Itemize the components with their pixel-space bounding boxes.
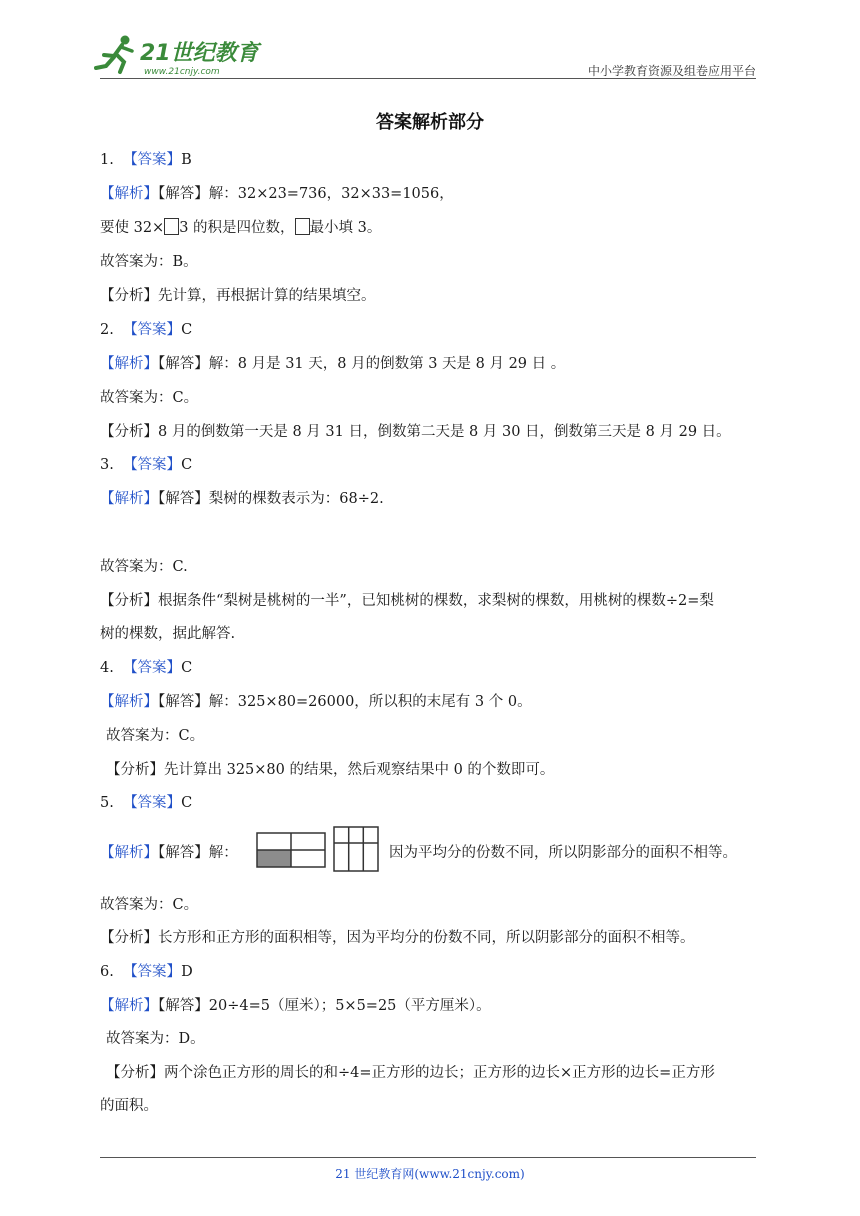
logo-main-text: 21世纪教育 [140,41,259,66]
answer-tag: 【答案】 [123,660,182,676]
logo-sub-text: www.21cnjy.com [144,67,220,77]
answer-tag: 【答案】 [123,964,182,980]
q1-text-c: 最小填 3。 [309,220,382,236]
q4-conclusion: 故答案为：C。 [106,728,205,744]
q6-conclusion: 故答案为：D。 [106,1031,205,1047]
q6-analysis-1: 【分析】两个涂色正方形的周长的和÷4=正方形的边长；正方形的边长×正方形的边长=正方形 [106,1065,715,1081]
rectangle-shaded-figure [256,832,326,868]
blank-box [164,218,179,235]
q1-explain-line [100,218,381,238]
q4-solution-text: 【解答】解：325×80=26000，所以积的末尾有 3 个 0。 [158,694,532,710]
question-number: 6. [100,964,114,980]
answer-value: C [181,795,193,811]
answer-value: C [181,322,193,338]
q3-analysis-line [100,489,384,509]
answer-tag: 【答案】 [123,795,182,811]
answer-value: D [181,964,193,980]
q3-analysis-1: 【分析】根据条件“梨树是桃树的一半”，已知桃树的棵数，求梨树的棵数，用桃树的棵数÷2=梨 [100,593,714,609]
q2-conclusion: 故答案为：C。 [100,390,199,406]
q2-analysis-line [100,354,565,374]
q5-solution-text: 【解答】解： [158,845,238,861]
runner-icon [96,36,132,73]
q1-text-a: 要使 32× [100,220,165,236]
q2-analysis: 【分析】8 月的倒数第一天是 8 月 31 日，倒数第二天是 8 月 30 日，倒数第三天是 8 月 29 日。 [100,424,731,440]
question-number: 3. [100,457,114,473]
q5-solution-text-2: 因为平均分的份数不同，所以阴影部分的面积不相等。 [389,845,737,861]
answer-value: C [181,660,193,676]
jiexi-tag: 【解析】 [100,998,158,1014]
footer-text: 21 世纪教育网(www.21cnjy.com) [335,1167,525,1181]
q3-analysis-2: 树的棵数，据此解答. [100,626,236,642]
platform-name: 中小学教育资源及组卷应用平台 [587,64,756,78]
site-logo [92,32,264,78]
q6-analysis-line [100,996,491,1016]
question-number: 4. [100,660,114,676]
q3-conclusion: 故答案为：C. [100,559,188,575]
q5-analysis: 【分析】长方形和正方形的面积相等，因为平均分的份数不同，所以阴影部分的面积不相等。 [100,930,695,946]
answer-tag: 【答案】 [123,152,182,168]
q5-conclusion: 故答案为：C。 [100,897,199,913]
jiexi-tag: 【解析】 [100,186,158,202]
footer-divider [100,1157,756,1158]
question-number: 2. [100,322,114,338]
q4-analysis-line [100,692,532,712]
q1-text-b: 3 的积是四位数， [179,220,295,236]
answer-tag: 【答案】 [123,322,182,338]
q4-analysis: 【分析】先计算出 325×80 的结果，然后观察结果中 0 的个数即可。 [106,762,555,778]
blank-box [295,218,310,235]
header-divider [100,78,756,79]
q2-answer-line [100,320,192,340]
q4-answer-line [100,658,192,678]
q3-solution-text: 【解答】梨树的棵数表示为：68÷2. [158,491,384,507]
q5-answer-line [100,793,192,813]
q5-analysis-line [100,843,238,863]
q1-answer-line [100,150,192,170]
q1-analysis-line [100,184,454,204]
answer-value: B [181,152,192,168]
q2-solution-text: 【解答】解：8 月是 31 天，8 月的倒数第 3 天是 8 月 29 日 。 [158,356,566,372]
jiexi-tag: 【解析】 [100,491,158,507]
jiexi-tag: 【解析】 [100,356,158,372]
answer-value: C [181,457,193,473]
q1-analysis: 【分析】先计算，再根据计算的结果填空。 [100,288,376,304]
answer-tag: 【答案】 [123,457,182,473]
q1-conclusion: 故答案为：B。 [100,254,198,270]
q6-solution-text: 【解答】20÷4=5（厘米）；5×5=25（平方厘米）。 [158,998,491,1014]
page-title: 答案解析部分 [376,112,484,133]
q6-answer-line [100,962,193,982]
q1-solution-text: 【解答】解：32×23=736，32×33=1056， [158,186,454,202]
q6-analysis-2: 的面积。 [100,1098,158,1114]
square-shaded-figure [333,826,379,872]
question-number: 5. [100,795,114,811]
jiexi-tag: 【解析】 [100,694,158,710]
question-number: 1. [100,152,114,168]
q3-answer-line [100,455,192,475]
jiexi-tag: 【解析】 [100,845,158,861]
